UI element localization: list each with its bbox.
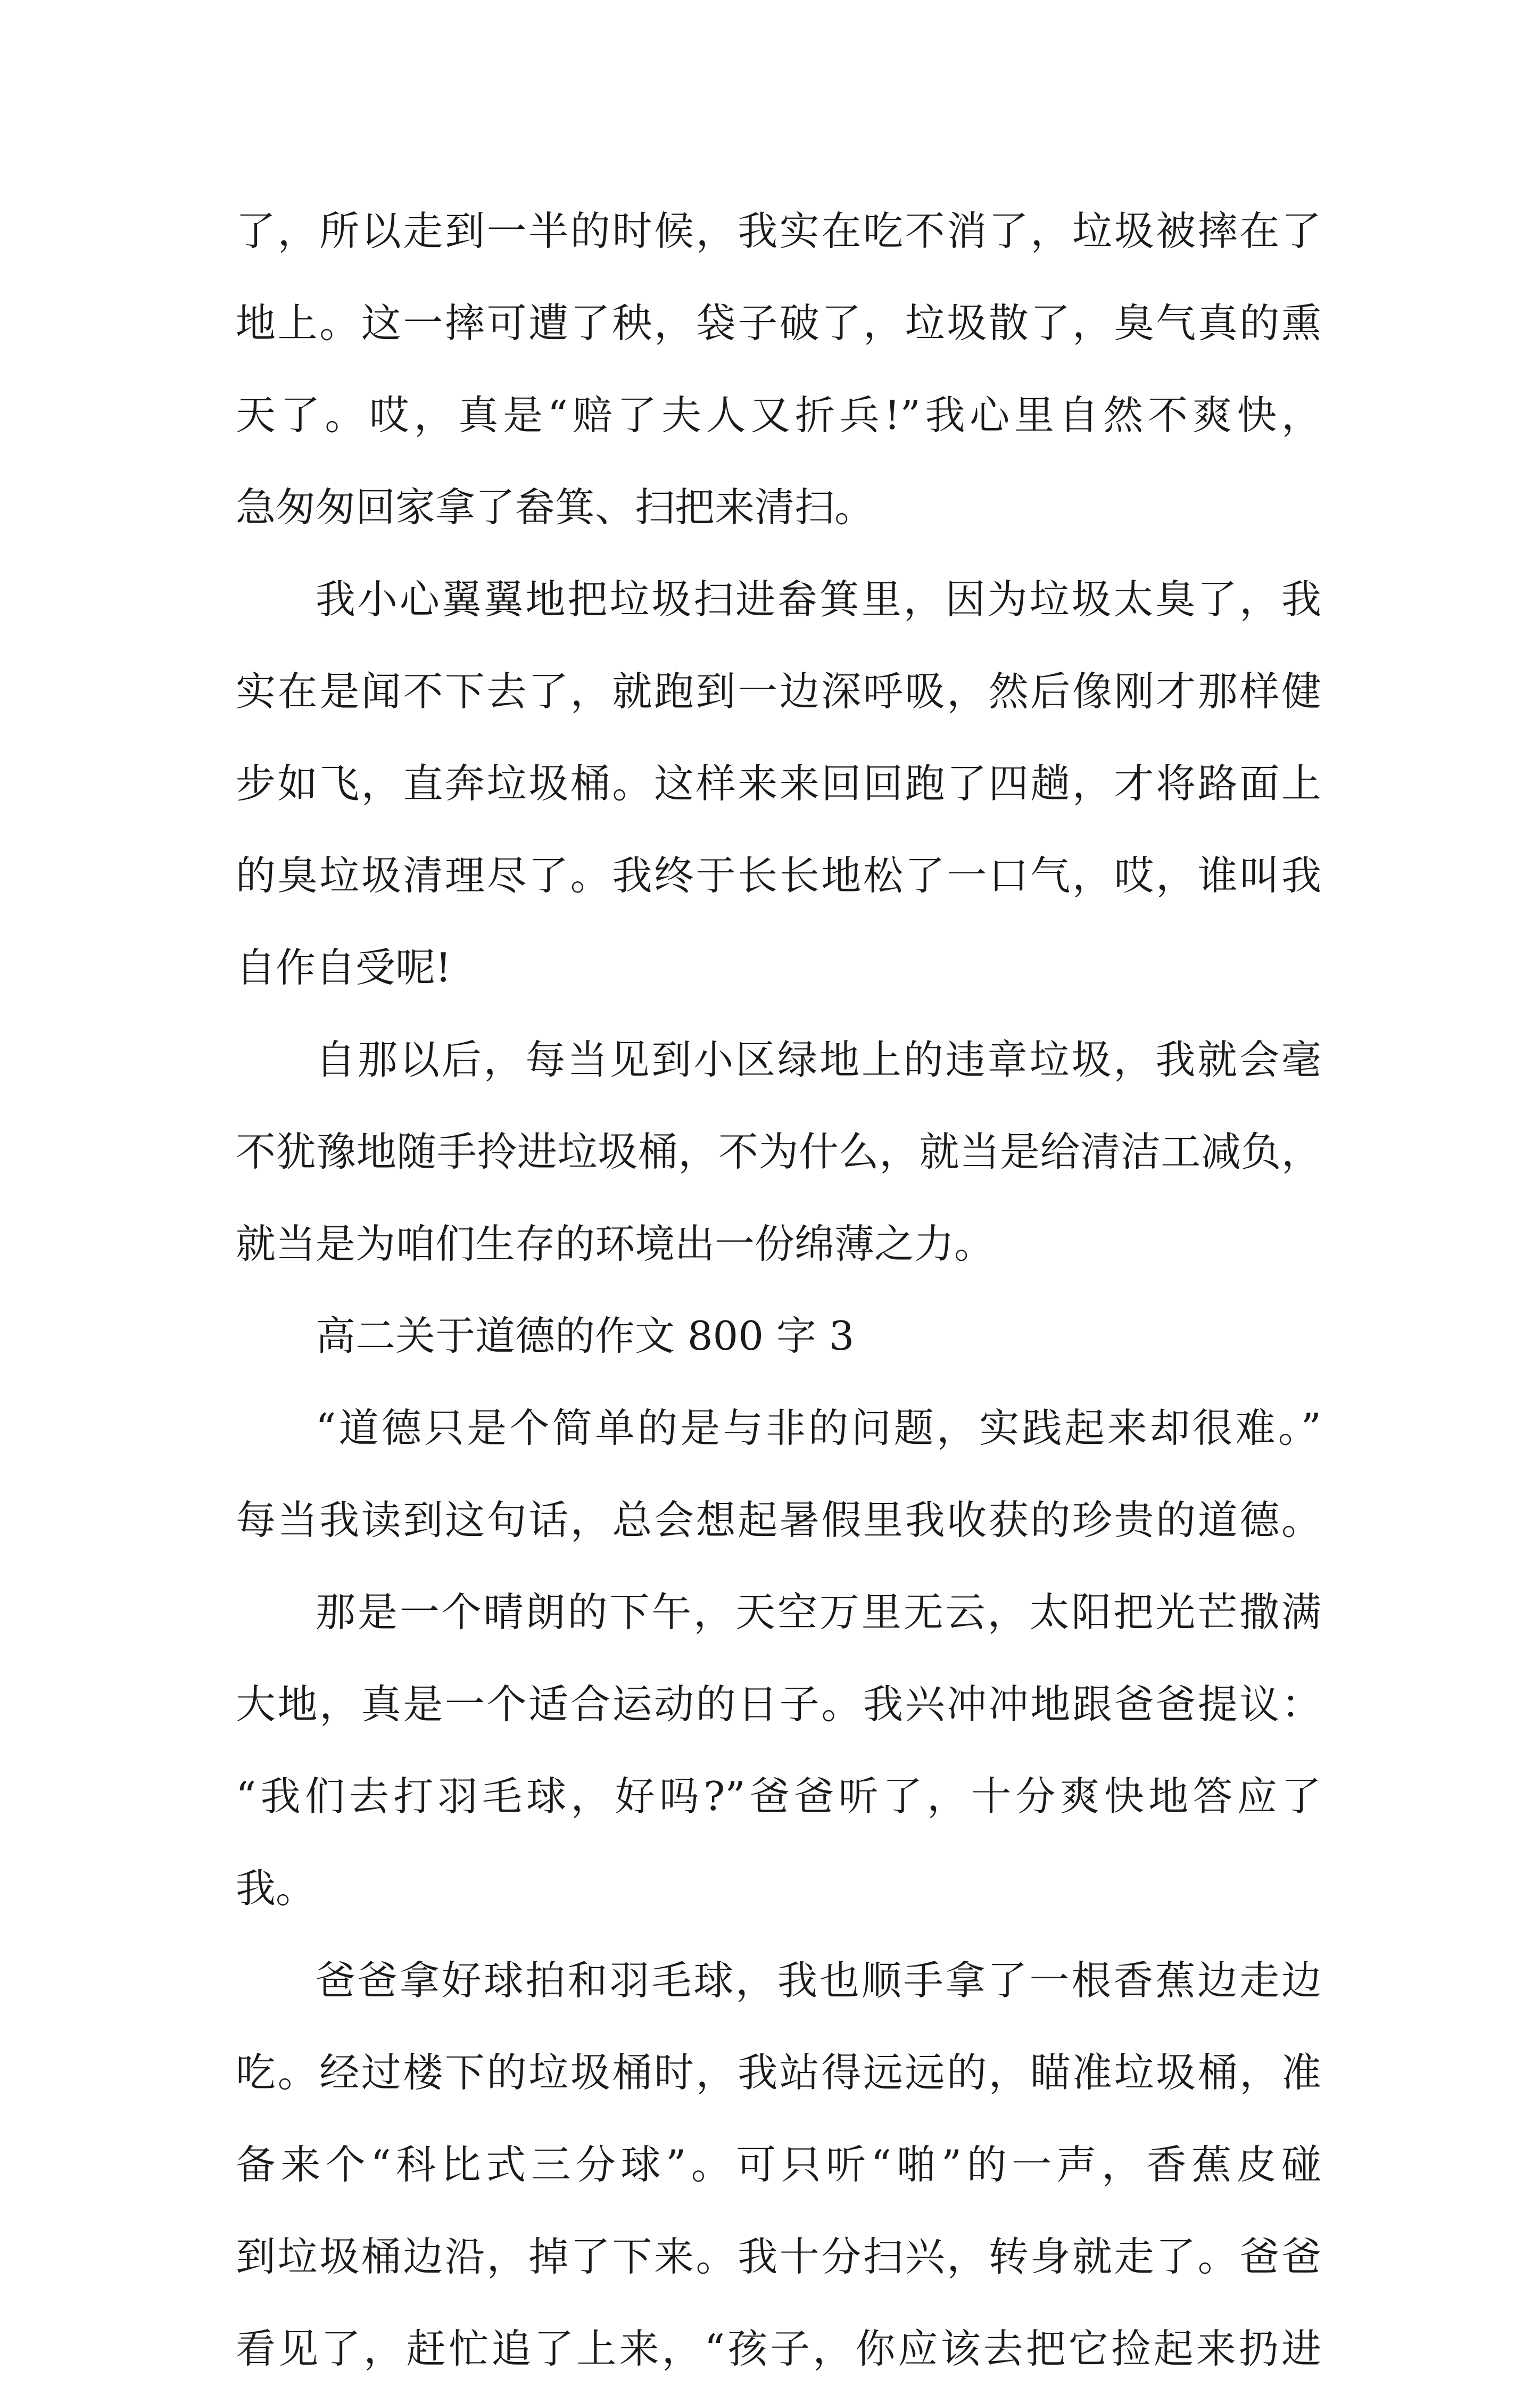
text-line: 的臭垃圾清理尽了。我终于长长地松了一口气，哎，谁叫我 xyxy=(236,852,1321,899)
text-line: 天了。哎，真是“赔了夫人又折兵!”我心里自然不爽快， xyxy=(236,392,1321,439)
text-line: 我。 xyxy=(236,1865,316,1912)
text-line: 步如飞，直奔垃圾桶。这样来来回回跑了四趟，才将路面上 xyxy=(236,760,1321,807)
paragraph-start-line: 那是一个晴朗的下午，天空万里无云，太阳把光芒撒满 xyxy=(316,1589,1321,1636)
paragraph-start-line: 爸爸拿好球拍和羽毛球，我也顺手拿了一根香蕉边走边 xyxy=(316,1957,1321,2004)
text-line: 吃。经过楼下的垃圾桶时，我站得远远的，瞄准垃圾桶，准 xyxy=(236,2049,1321,2096)
text-line: “我们去打羽毛球，好吗?”爸爸听了，十分爽快地答应了 xyxy=(236,1773,1321,1820)
text-line: 就当是为咱们生存的环境出一份绵薄之力。 xyxy=(236,1220,995,1267)
text-line: 看见了，赶忙追了上来，“孩子，你应该去把它捡起来扔进 xyxy=(236,2325,1321,2372)
text-line: 到垃圾桶边沿，掉了下来。我十分扫兴，转身就走了。爸爸 xyxy=(236,2233,1321,2280)
text-line: 自作自受呢! xyxy=(236,944,452,991)
body-text xyxy=(236,185,1321,2395)
paragraph-start-line: 自那以后，每当见到小区绿地上的违章垃圾，我就会毫 xyxy=(316,1036,1321,1083)
text-line: 每当我读到这句话，总会想起暑假里我收获的珍贵的道德。 xyxy=(236,1497,1321,1543)
section-heading: 高二关于道德的作文 800 字 3 xyxy=(316,1312,855,1359)
text-line: 实在是闻不下去了，就跑到一边深呼吸，然后像刚才那样健 xyxy=(236,668,1321,715)
text-line: 地上。这一摔可遭了秧，袋子破了，垃圾散了，臭气真的熏 xyxy=(236,300,1321,346)
text-line: 了，所以走到一半的时候，我实在吃不消了，垃圾被摔在了 xyxy=(236,208,1321,254)
paragraph-start-line: 我小心翼翼地把垃圾扫进畚箕里，因为垃圾太臭了，我 xyxy=(316,576,1321,623)
text-line: 备来个“科比式三分球”。可只听“啪”的一声，香蕉皮碰 xyxy=(236,2141,1321,2188)
text-line: 急匆匆回家拿了畚箕、扫把来清扫。 xyxy=(236,484,875,531)
text-line: 大地，真是一个适合运动的日子。我兴冲冲地跟爸爸提议： xyxy=(236,1681,1321,1728)
text-line: 不犹豫地随手拎进垃圾桶，不为什么，就当是给清洁工减负， xyxy=(236,1128,1321,1175)
paragraph-start-line: “道德只是个简单的是与非的问题，实践起来却很难。” xyxy=(316,1405,1321,1451)
